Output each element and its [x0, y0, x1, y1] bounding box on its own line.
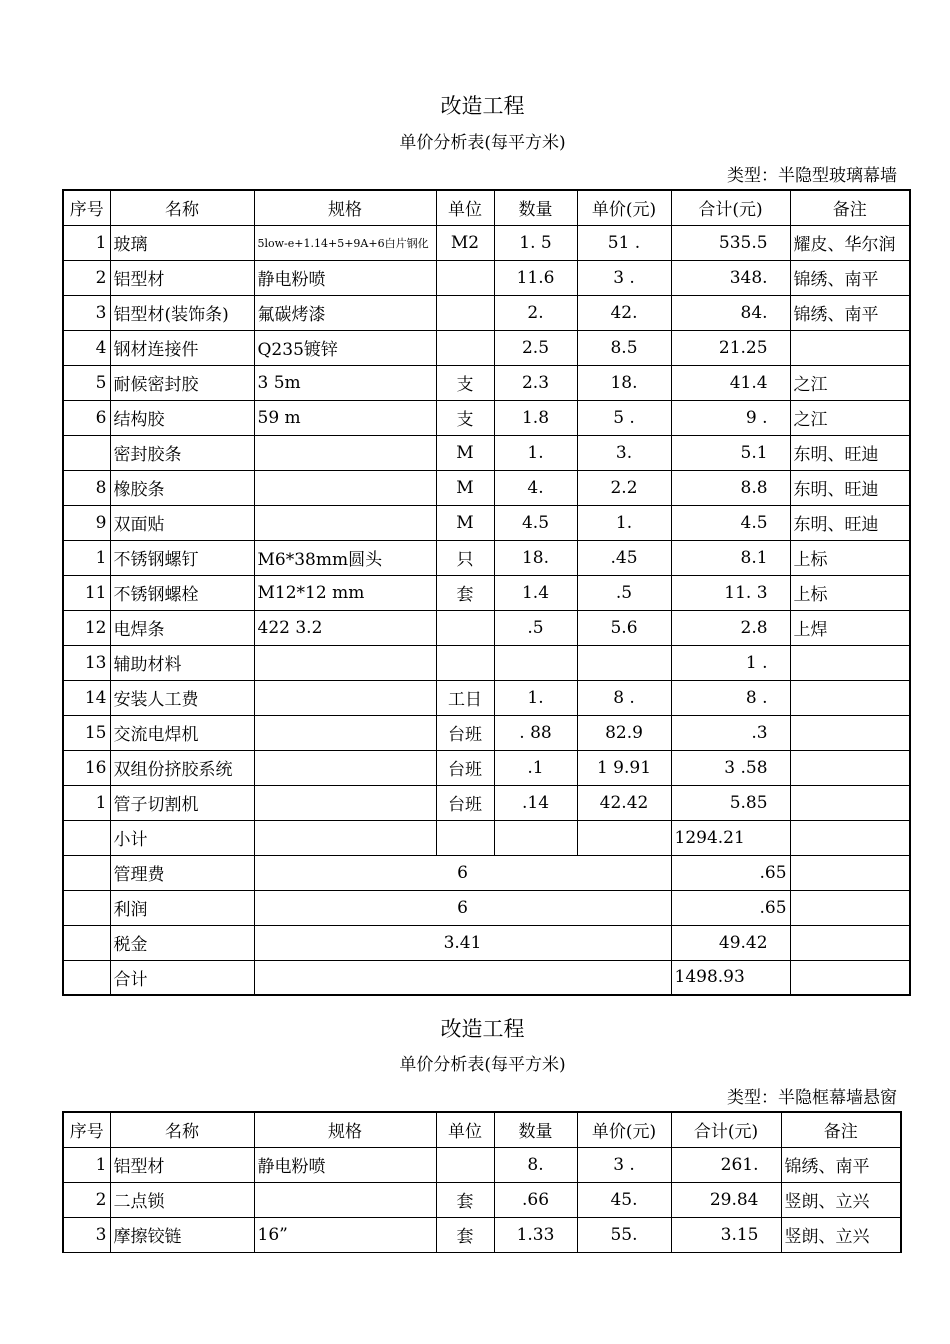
header-no: 序号: [63, 1112, 110, 1147]
row-name: 安装人工费: [110, 680, 254, 715]
table-row: [63, 1147, 901, 1182]
row-total: .3: [671, 715, 790, 750]
grand-total-label: 合计: [110, 960, 254, 995]
row-no: [63, 960, 110, 995]
row-price: 1 9.91: [577, 750, 671, 785]
table-row: [63, 1217, 901, 1252]
row-qty: 11.6: [494, 260, 577, 295]
row-note: 上焊: [790, 610, 910, 645]
header-total: 合计(元): [671, 190, 790, 225]
row-no: 9: [63, 505, 110, 540]
row-spec: M12*12 mm: [254, 575, 436, 610]
table-row: [63, 400, 910, 435]
row-name: 钢材连接件: [110, 330, 254, 365]
row-qty: [494, 820, 577, 855]
header-note: 备注: [781, 1112, 901, 1147]
row-qty: . 88: [494, 715, 577, 750]
row-total: 8.8: [671, 470, 790, 505]
management-row: [63, 855, 910, 890]
row-total: 5.1: [671, 435, 790, 470]
row-no: [63, 855, 110, 890]
row-spec: Q235镀锌: [254, 330, 436, 365]
row-spec: M6*38mm圆头: [254, 540, 436, 575]
row-unit: [436, 330, 494, 365]
row-note: [790, 680, 910, 715]
row-unit: 台班: [436, 750, 494, 785]
row-unit: M: [436, 470, 494, 505]
row-spec: 16”: [254, 1217, 436, 1252]
row-note: [790, 925, 910, 960]
table-row: [63, 505, 910, 540]
management-value: .65: [671, 855, 790, 890]
row-no: 2: [63, 260, 110, 295]
row-qty: 2.5: [494, 330, 577, 365]
row-spec: 静电粉喷: [254, 260, 436, 295]
row-note: 上标: [790, 540, 910, 575]
table-row: [63, 330, 910, 365]
row-note: [790, 890, 910, 925]
row-spec: [254, 750, 436, 785]
row-spec: 氟碳烤漆: [254, 295, 436, 330]
row-price: 3 .: [577, 1147, 671, 1182]
row-spec: [254, 680, 436, 715]
row-price: .5: [577, 575, 671, 610]
row-no: 1: [63, 225, 110, 260]
row-total: 21.25: [671, 330, 790, 365]
row-price: 8.5: [577, 330, 671, 365]
row-no: 1: [63, 540, 110, 575]
row-name: 交流电焊机: [110, 715, 254, 750]
table-row: [63, 575, 910, 610]
row-note: 竖朗、立兴: [781, 1217, 901, 1252]
tax-rate: 3.41: [254, 925, 671, 960]
tax-label: 税金: [110, 925, 254, 960]
section1-header-row: [63, 190, 910, 225]
section1-subtitle: 单价分析表(每平方米): [399, 133, 566, 153]
header-unit: 单位: [436, 1112, 494, 1147]
row-price: 55.: [577, 1217, 671, 1252]
row-unit: 台班: [436, 785, 494, 820]
row-note: [790, 330, 910, 365]
row-spec: [254, 1182, 436, 1217]
section1-title: 改造工程: [440, 94, 525, 118]
row-note: 之江: [790, 365, 910, 400]
row-unit: [436, 260, 494, 295]
row-unit: 套: [436, 1182, 494, 1217]
row-name: 双组份挤胶系统: [110, 750, 254, 785]
row-unit: [436, 610, 494, 645]
row-name: 玻璃: [110, 225, 254, 260]
header-no: 序号: [63, 190, 110, 225]
row-spec: [254, 645, 436, 680]
row-note: [790, 960, 910, 995]
row-note: 锦绣、南平: [790, 260, 910, 295]
row-qty: 1.4: [494, 575, 577, 610]
row-spec: [254, 470, 436, 505]
row-no: [63, 925, 110, 960]
row-unit: [436, 645, 494, 680]
row-qty: .14: [494, 785, 577, 820]
row-total: 348.: [671, 260, 790, 295]
row-no: 8: [63, 470, 110, 505]
table-row: [63, 260, 910, 295]
row-total: 535.5: [671, 225, 790, 260]
table-row: [63, 1182, 901, 1217]
row-name: 铝型材: [110, 260, 254, 295]
header-price: 单价(元): [577, 1112, 671, 1147]
row-total: 1 .: [671, 645, 790, 680]
table-row: [63, 470, 910, 505]
row-no: 6: [63, 400, 110, 435]
row-no: 14: [63, 680, 110, 715]
row-name: 双面贴: [110, 505, 254, 540]
row-unit: [436, 295, 494, 330]
row-note: [790, 750, 910, 785]
row-note: [790, 785, 910, 820]
row-qty: .1: [494, 750, 577, 785]
row-price: 2.2: [577, 470, 671, 505]
row-price: 82.9: [577, 715, 671, 750]
table-row: [63, 680, 910, 715]
row-price: 51 .: [577, 225, 671, 260]
row-no: 1: [63, 785, 110, 820]
row-no: [63, 820, 110, 855]
row-name: 结构胶: [110, 400, 254, 435]
row-note: 上标: [790, 575, 910, 610]
grand-total-row: [63, 960, 910, 995]
row-name: 密封胶条: [110, 435, 254, 470]
row-name: 摩擦铰链: [110, 1217, 254, 1252]
management-rate: 6: [254, 855, 671, 890]
row-price: 42.: [577, 295, 671, 330]
row-qty: 1.8: [494, 400, 577, 435]
section2-price-table: [62, 1111, 902, 1253]
row-note: 东明、旺迪: [790, 470, 910, 505]
table-row: [63, 610, 910, 645]
row-note: 之江: [790, 400, 910, 435]
subtotal-label: 小计: [110, 820, 254, 855]
grand-total-span: [254, 960, 671, 995]
row-total: 11. 3: [671, 575, 790, 610]
row-qty: .66: [494, 1182, 577, 1217]
row-spec: [254, 505, 436, 540]
table-row: [63, 365, 910, 400]
row-qty: 8.: [494, 1147, 577, 1182]
row-total: 3 .58: [671, 750, 790, 785]
header-spec: 规格: [254, 190, 436, 225]
row-unit: [436, 820, 494, 855]
table-row: [63, 295, 910, 330]
row-price: 1.: [577, 505, 671, 540]
profit-row: [63, 890, 910, 925]
row-no: 2: [63, 1182, 110, 1217]
header-note: 备注: [790, 190, 910, 225]
row-spec: [254, 715, 436, 750]
row-note: 东明、旺迪: [790, 435, 910, 470]
management-label: 管理费: [110, 855, 254, 890]
row-total: 3.15: [671, 1217, 781, 1252]
row-spec: 5low-e+1.14+5+9A+6白片钢化: [254, 225, 436, 260]
row-spec: [254, 785, 436, 820]
row-name: 铝型材: [110, 1147, 254, 1182]
row-note: [790, 645, 910, 680]
row-total: 9 .: [671, 400, 790, 435]
row-qty: 18.: [494, 540, 577, 575]
row-no: [63, 435, 110, 470]
row-price: 42.42: [577, 785, 671, 820]
row-unit: [436, 1147, 494, 1182]
row-name: 耐候密封胶: [110, 365, 254, 400]
header-spec: 规格: [254, 1112, 436, 1147]
row-total: 2.8: [671, 610, 790, 645]
subtotal-row: [63, 820, 910, 855]
table-row: [63, 645, 910, 680]
profit-rate: 6: [254, 890, 671, 925]
row-price: 5.6: [577, 610, 671, 645]
row-note: 锦绣、南平: [781, 1147, 901, 1182]
row-qty: 1.33: [494, 1217, 577, 1252]
profit-value: .65: [671, 890, 790, 925]
row-no: 13: [63, 645, 110, 680]
header-name: 名称: [110, 190, 254, 225]
header-qty: 数量: [494, 190, 577, 225]
row-price: 18.: [577, 365, 671, 400]
row-total: 5.85: [671, 785, 790, 820]
row-unit: 支: [436, 400, 494, 435]
row-no: 12: [63, 610, 110, 645]
row-price: .45: [577, 540, 671, 575]
row-price: 3 .: [577, 260, 671, 295]
row-qty: 2.: [494, 295, 577, 330]
row-total: 261.: [671, 1147, 781, 1182]
row-unit: 台班: [436, 715, 494, 750]
row-qty: 1. 5: [494, 225, 577, 260]
row-qty: 1.: [494, 435, 577, 470]
row-unit: 工日: [436, 680, 494, 715]
row-note: 竖朗、立兴: [781, 1182, 901, 1217]
row-unit: 支: [436, 365, 494, 400]
row-unit: M: [436, 505, 494, 540]
row-no: 11: [63, 575, 110, 610]
row-spec: 59 m: [254, 400, 436, 435]
row-no: 15: [63, 715, 110, 750]
row-spec: 静电粉喷: [254, 1147, 436, 1182]
row-name: 辅助材料: [110, 645, 254, 680]
row-total: 29.84: [671, 1182, 781, 1217]
row-name: 管子切割机: [110, 785, 254, 820]
row-total: 8.1: [671, 540, 790, 575]
row-unit: 套: [436, 1217, 494, 1252]
row-total: 4.5: [671, 505, 790, 540]
row-no: 16: [63, 750, 110, 785]
row-price: [577, 820, 671, 855]
row-no: 3: [63, 295, 110, 330]
row-no: 5: [63, 365, 110, 400]
row-name: 电焊条: [110, 610, 254, 645]
table-row: [63, 750, 910, 785]
row-price: 5 .: [577, 400, 671, 435]
row-qty: .5: [494, 610, 577, 645]
header-total: 合计(元): [671, 1112, 781, 1147]
row-qty: 4.5: [494, 505, 577, 540]
row-note: [790, 820, 910, 855]
header-name: 名称: [110, 1112, 254, 1147]
row-no: [63, 890, 110, 925]
row-note: 耀皮、华尔润: [790, 225, 910, 260]
section1-price-table: [62, 189, 911, 996]
row-note: 锦绣、南平: [790, 295, 910, 330]
row-note: [790, 715, 910, 750]
row-no: 3: [63, 1217, 110, 1252]
table-row: [63, 785, 910, 820]
header-qty: 数量: [494, 1112, 577, 1147]
row-spec: [254, 820, 436, 855]
row-total: 84.: [671, 295, 790, 330]
row-total: 8 .: [671, 680, 790, 715]
table-row: [63, 540, 910, 575]
row-unit: M2: [436, 225, 494, 260]
table-row: [63, 225, 910, 260]
row-spec: 3 5m: [254, 365, 436, 400]
row-note: 东明、旺迪: [790, 505, 910, 540]
row-no: 4: [63, 330, 110, 365]
row-name: 不锈钢螺钉: [110, 540, 254, 575]
section2-header-row: [63, 1112, 901, 1147]
row-spec: 422 3.2: [254, 610, 436, 645]
row-name: 二点锁: [110, 1182, 254, 1217]
table-row: [63, 435, 910, 470]
row-total: 41.4: [671, 365, 790, 400]
row-note: [790, 855, 910, 890]
row-name: 铝型材(装饰条): [110, 295, 254, 330]
row-unit: 套: [436, 575, 494, 610]
table-row: [63, 715, 910, 750]
subtotal-value: 1294.21: [671, 820, 790, 855]
row-qty: 1.: [494, 680, 577, 715]
header-price: 单价(元): [577, 190, 671, 225]
row-price: 45.: [577, 1182, 671, 1217]
header-unit: 单位: [436, 190, 494, 225]
row-name: 不锈钢螺栓: [110, 575, 254, 610]
section2-type-label: 类型：半隐框幕墙悬窗: [727, 1088, 897, 1108]
row-name: 橡胶条: [110, 470, 254, 505]
section2-title: 改造工程: [440, 1017, 525, 1041]
row-price: [577, 645, 671, 680]
row-qty: 2.3: [494, 365, 577, 400]
tax-value: 49.42: [671, 925, 790, 960]
row-qty: [494, 645, 577, 680]
tax-row: [63, 925, 910, 960]
grand-total-value: 1498.93: [671, 960, 790, 995]
row-qty: 4.: [494, 470, 577, 505]
row-unit: M: [436, 435, 494, 470]
section2-subtitle: 单价分析表(每平方米): [399, 1055, 566, 1075]
row-price: 3.: [577, 435, 671, 470]
row-spec: [254, 435, 436, 470]
section1-type-label: 类型：半隐型玻璃幕墙: [727, 166, 897, 186]
row-unit: 只: [436, 540, 494, 575]
profit-label: 利润: [110, 890, 254, 925]
row-no: 1: [63, 1147, 110, 1182]
row-price: 8 .: [577, 680, 671, 715]
